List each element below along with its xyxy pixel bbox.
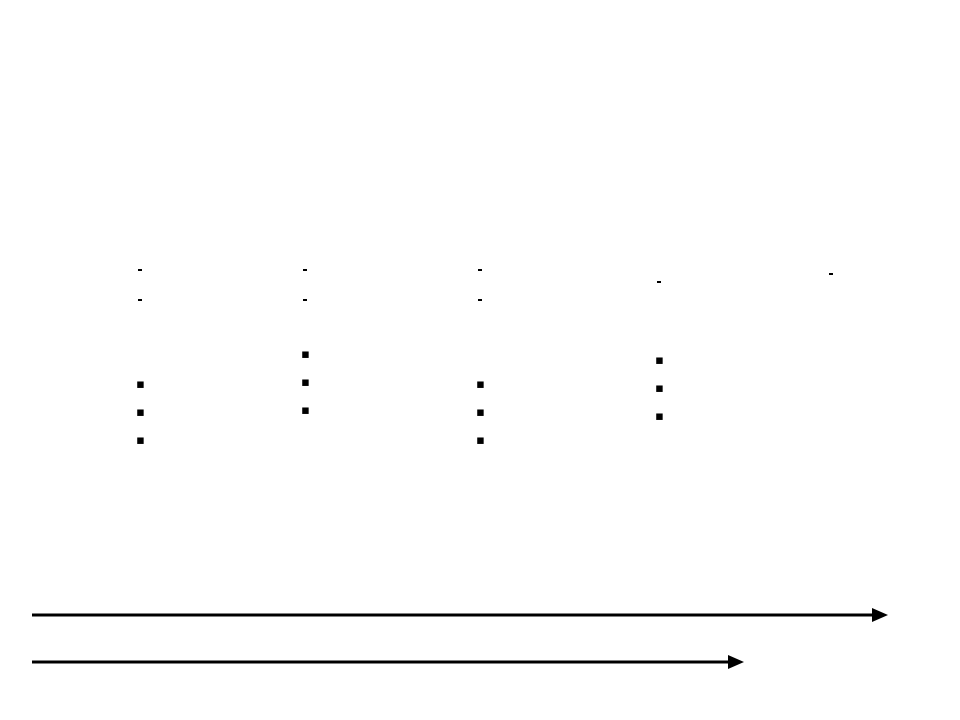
stage-3-bullet: [394, 426, 566, 454]
stage-5-heading-line-1: [829, 252, 833, 275]
stage-2: [218, 244, 392, 424]
stage-2-heading: [218, 244, 392, 304]
stage-1-bullet: [56, 426, 224, 454]
stage-1-bullets: [56, 370, 224, 454]
stage-4-bullet: [574, 402, 744, 430]
stage-1-bullet: [56, 370, 224, 398]
stage-3-bullet: [394, 370, 566, 398]
stage-4: [574, 256, 744, 430]
stage-3-heading-line-1: [478, 248, 482, 271]
stage-3-heading: [394, 244, 566, 304]
stage-2-bullet: [218, 368, 392, 396]
stage-2-bullet: [218, 396, 392, 424]
stage-4-heading-line-1: [657, 260, 661, 283]
stage-3-bullet: [394, 398, 566, 426]
stage-4-bullets: [574, 346, 744, 430]
risk-management-arrowhead: [728, 655, 744, 669]
stage-4-bullet: [574, 374, 744, 402]
stage-2-heading-line-2: [303, 278, 307, 301]
stage-1-bullet: [56, 398, 224, 426]
stage-1-heading: [56, 244, 224, 304]
stage-1-heading-line-2: [138, 278, 142, 301]
business-management-arrowhead: [872, 608, 888, 622]
stage-2-bullets: [218, 340, 392, 424]
stage-5: [756, 248, 906, 278]
stage-5-heading: [756, 248, 906, 278]
stage-4-bullet: [574, 346, 744, 374]
stage-2-heading-line-1: [303, 248, 307, 271]
stage-3-heading-line-2: [478, 278, 482, 301]
stage-3: [394, 244, 566, 454]
stage-4-heading: [574, 256, 744, 286]
stage-1-heading-line-1: [138, 248, 142, 271]
stage-3-bullets: [394, 370, 566, 454]
stage-2-bullet: [218, 340, 392, 368]
stage-1: [56, 244, 224, 454]
